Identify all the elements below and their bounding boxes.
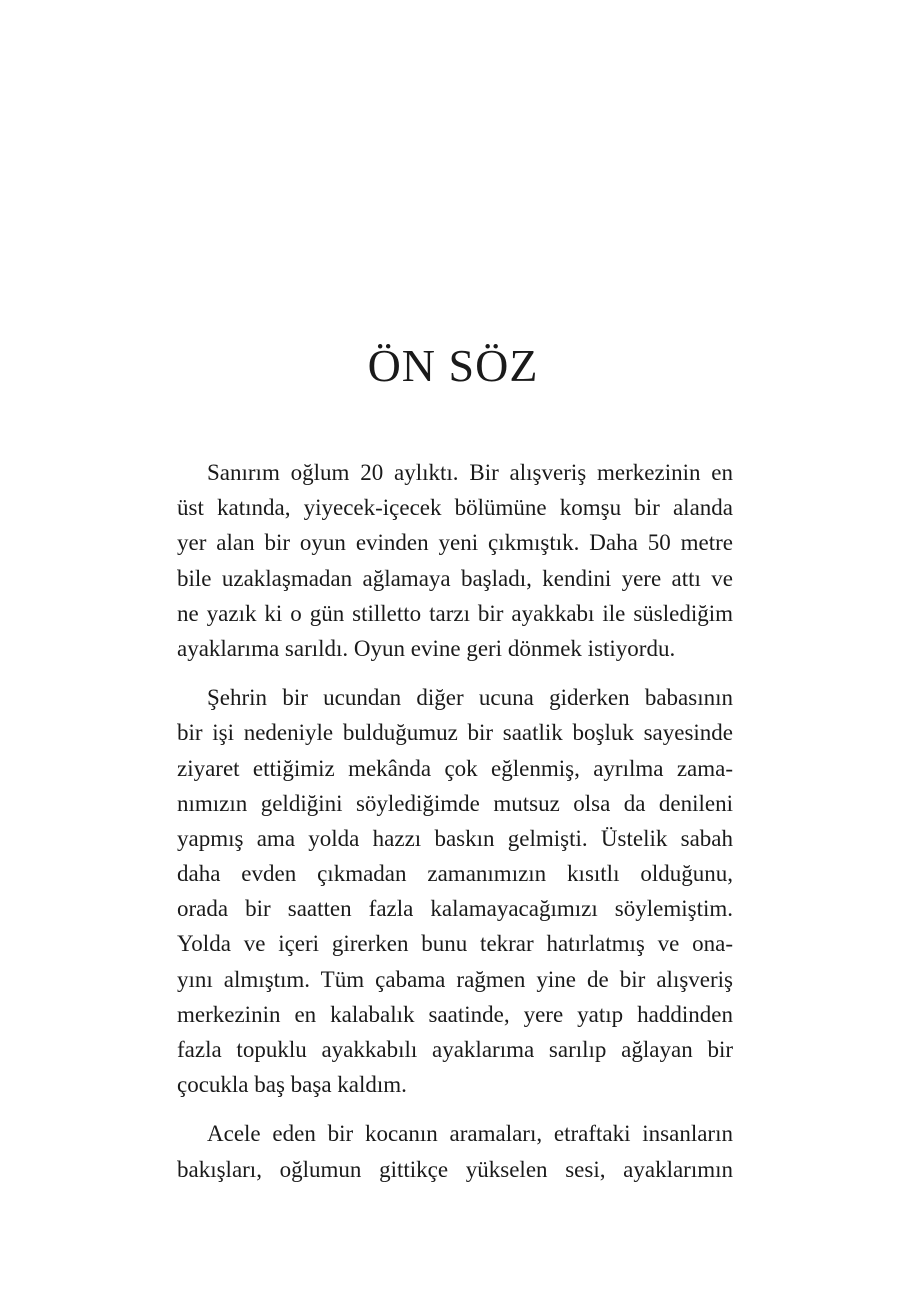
text-line: daha evden çıkmadan zamanımızın kısıtlı olduğunu, [177,861,733,887]
paragraph-3 [177,1116,733,1186]
text-line: üst katında, yiyecek-içecek bölümüne komşu bir alanda [177,495,733,521]
chapter-title: ÖN SÖZ [367,340,539,391]
body-text [177,455,733,1201]
text-line: nımızın geldiğini söylediğimde mutsuz olsa da denileni [177,790,733,816]
paragraph-1 [177,455,733,666]
text-line: bakışları, oğlumun gittikçe yükselen sesi, ayaklarımın [177,1156,733,1182]
text-line: ziyaret ettiğimiz mekânda çok eğlenmiş, ayrılma zama- [177,755,733,781]
text-line: yını almıştım. Tüm çabama rağmen yine de bir alışveriş [177,966,733,992]
text-line: yer alan bir oyun evinden yeni çıkmıştık. Daha 50 metre [177,530,733,556]
text-line: ne yazık ki o gün stilletto tarzı bir ayakkabı ile süslediğim [177,600,733,626]
text-line: orada bir saatten fazla kalamayacağımızı söylemiştim. [177,896,733,922]
text-line: yapmış ama yolda hazzı baskın gelmişti. Üstelik sabah [177,825,733,851]
text-line: Acele eden bir kocanın aramaları, etraftaki insanların [207,1121,733,1147]
text-line: Şehrin bir ucundan diğer ucuna giderken babasının [207,685,733,711]
text-line: çocukla baş başa kaldım. [177,1072,407,1098]
text-line: ayaklarıma sarıldı. Oyun evine geri dönmek istiyordu. [177,635,676,661]
paragraph-2 [177,680,733,1102]
text-line: bir işi nedeniyle bulduğumuz bir saatlik boşluk sayesinde [177,720,733,746]
text-line: merkezinin en kalabalık saatinde, yere yatıp haddinden [177,1001,733,1027]
text-line: bile uzaklaşmadan ağlamaya başladı, kendini yere attı ve [177,565,733,591]
text-line: Yolda ve içeri girerken bunu tekrar hatırlatmış ve ona- [177,931,733,957]
text-line: Sanırım oğlum 20 aylıktı. Bir alışveriş merkezinin en [207,460,733,485]
text-line: fazla topuklu ayakkabılı ayaklarıma sarılıp ağlayan bir [177,1037,733,1062]
